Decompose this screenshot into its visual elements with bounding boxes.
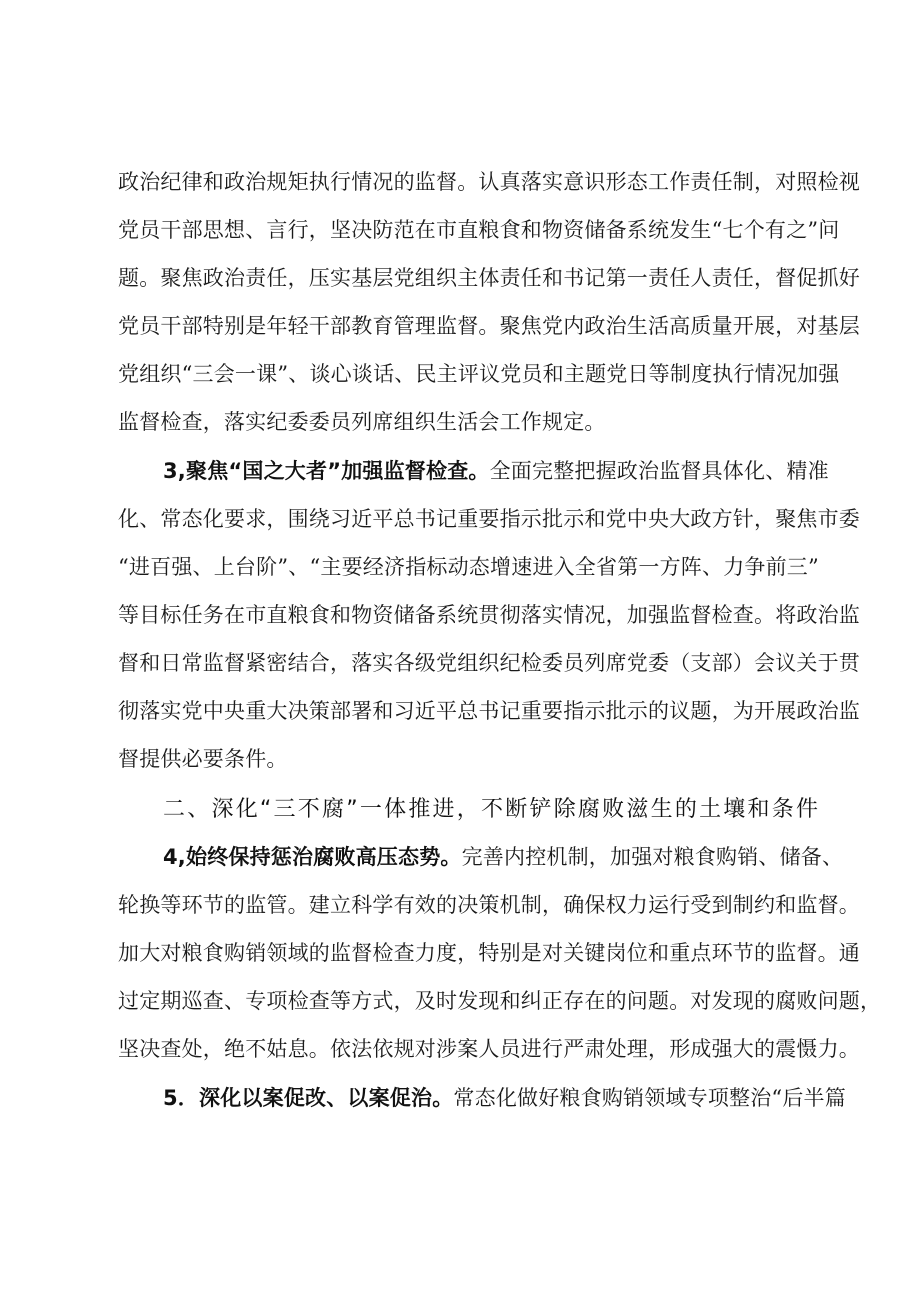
paragraph-3-line-3: 加大对粮食购销领域的监督检查力度，特别是对关键岗位和重点环节的监督。通 [118,941,860,965]
paragraph-2-line-5: 督和日常监督紧密结合，落实各级党组织纪检委员列席党委（支部）会议关于贯 [118,651,860,675]
paragraph-2-line-3: “进百强、上台阶”、“主要经济指标动态增速进入全省第一方阵、力争前三” [118,555,819,579]
paragraph-3-lead: 4,始终保持惩治腐败高压态势。 [163,845,462,869]
paragraph-1-line-1: 政治纪律和政治规矩执行情况的监督。认真落实意识形态工作责任制，对照检视 [118,170,860,194]
paragraph-3-line-2: 轮换等环节的监管。建立科学有效的决策机制，确保权力运行受到制约和监督。 [118,893,860,917]
paragraph-4-lead: 5．深化以案促改、以案促治。 [163,1086,454,1110]
paragraph-2-line-7: 督提供必要条件。 [118,747,288,771]
paragraph-2-line-2: 化、常态化要求，围绕习近平总书记重要指示批示和党中央大政方针，聚焦市委 [118,507,860,531]
section-heading: 二、深化“三不腐”一体推进，不断铲除腐败滋生的土壤和条件 [163,797,818,822]
paragraph-3-line-4: 过定期巡查、专项检查等方式，及时发现和纠正存在的问题。对发现的腐败问题， [118,989,882,1013]
paragraph-1-line-6: 监督检查，落实纪委委员列席组织生活会工作规定。 [118,410,606,434]
paragraph-2-first-line-text: 全面完整把握政治监督具体化、精准 [489,459,829,483]
paragraph-2-line-4: 等目标任务在市直粮食和物资储备系统贯彻落实情况，加强监督检查。将政治监 [118,603,860,627]
paragraph-2-line-1 [163,451,829,491]
paragraph-1-line-5: 党组织“三会一课”、谈心谈话、民主评议党员和主题党日等制度执行情况加强 [118,362,840,386]
paragraph-3-line-1 [163,837,844,877]
paragraph-3-first-line-text: 完善内控机制，加强对粮食购销、储备、 [461,845,844,869]
paragraph-1-line-2: 党员干部思想、言行，坚决防范在市直粮食和物资储备系统发生“七个有之”问 [118,218,840,242]
paragraph-3-line-5: 坚决查处，绝不姑息。依法依规对涉案人员进行严肃处理，形成强大的震慑力。 [118,1037,860,1061]
paragraph-2-lead: 3,聚焦“国之大者”加强监督检查。 [163,459,490,483]
paragraph-2-line-6: 彻落实党中央重大决策部署和习近平总书记重要指示批示的议题，为开展政治监 [118,699,860,723]
paragraph-4-first-line-text: 常态化做好粮食购销领域专项整治“后半篇 [453,1086,846,1110]
paragraph-1-line-3: 题。聚焦政治责任，压实基层党组织主体责任和书记第一责任人责任，督促抓好 [118,266,860,290]
paragraph-1-line-4: 党员干部特别是年轻干部教育管理监督。聚焦党内政治生活高质量开展，对基层 [118,314,860,338]
paragraph-4-line-1 [163,1078,846,1118]
